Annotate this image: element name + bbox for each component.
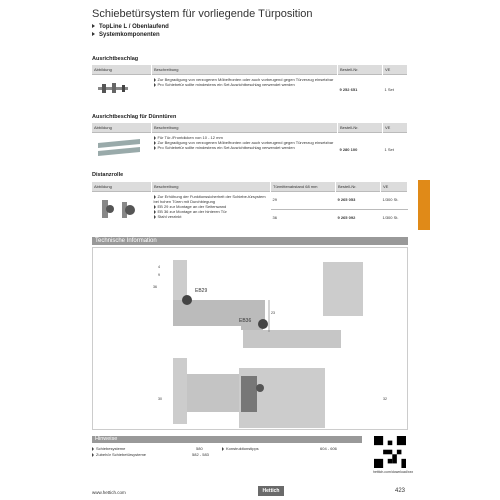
page-number: 423 [395, 488, 406, 494]
svg-text:4: 4 [158, 265, 160, 269]
technical-drawing [92, 247, 408, 430]
hint-link[interactable]: Konstruktionstipps [222, 446, 259, 451]
hint-link[interactable]: Schiebesysteme [92, 446, 125, 451]
table-distanzrolle: Abbildung Beschreibung Türmittenabstand 68 mm Bestell-Nr. VE Zur Erhöhung der Funktionssicherheit der Schiebe-türsystem bei hohen Türen mit Durchbiegung EB 29 zur Montage an der Seitenwand EB 36 zur Montage an der hinteren Tür Stahl verzinkt 29 9 265 053 1/300 St. 36 9 265 092 1/300 St. [92, 182, 408, 227]
section-bar-hinweise: Hinweise [92, 436, 362, 443]
table-row: 36 9 265 092 1/300 St. [92, 210, 408, 227]
table-duenntueren: Abbildung Beschreibung Bestell-Nr. VE Für Tür-/Frontdicken von 10 - 12 mm Zur Begradigung von verzogenen Möbelfronten oder auch vorbeugend gegen Türverzug einsetzbar Pro Schiebetür sollte mindestens ein Set Ausrichtbeschlag verwendet werden 9 280 100 1 Set [92, 123, 408, 164]
subtitle-components: Systemkomponenten [92, 32, 160, 38]
svg-text:30: 30 [158, 397, 162, 401]
table-row: Zur Erhöhung der Funktionssicherheit der Schiebe-türsystem bei hohen Türen mit Durchbiegung EB 29 zur Montage an der Seitenwand EB 36 zur Montage an der hinteren Tür Stahl verzinkt 29 9 265 053 1/300 St. [92, 192, 408, 210]
table-row: Zur Begradigung von verzogenen Möbelfronten oder auch vorbeugend gegen Türverzug einsetzbar Pro Schiebetür sollte mindestens ein Set Ausrichtbeschlag verwendet werden 9 252 651 1 Set [92, 75, 408, 105]
product-image [92, 133, 152, 165]
section-title-distanzrolle: Distanzrolle [92, 172, 124, 178]
section-bar-technical: Technische Information [92, 237, 408, 245]
footer-url[interactable]: www.hettich.com [92, 490, 126, 495]
table-row: Für Tür-/Frontdicken von 10 - 12 mm Zur Begradigung von verzogenen Möbelfronten oder auch vorbeugend gegen Türverzug einsetzbar Pro Schiebetür sollte mindestens ein Set Ausrichtbeschlag verwendet werden 9 280 100 1 Set [92, 133, 408, 165]
product-image [92, 192, 152, 228]
chapter-tab [418, 180, 430, 230]
hettich-logo: Hettich [258, 486, 284, 496]
product-image [92, 75, 152, 105]
table-ausrichtbeschlag: Abbildung Beschreibung Bestell-Nr. VE Zur Begradigung von verzogenen Möbelfronten oder auch vorbeugend gegen Türverzug einsetzbar Pro Schiebetür sollte mindestens ein Set Ausrichtbeschlag verwendet werden 9 252 651 1 Set [92, 65, 408, 104]
hint-link[interactable]: Zubehör Schiebetürsysteme [92, 452, 146, 457]
qr-code-icon[interactable] [374, 436, 406, 468]
section-title-duenntueren: Ausrichtbeschlag für Dünntüren [92, 114, 177, 120]
label-eb29: EB29 [195, 288, 208, 294]
label-eb36: EB36 [239, 318, 252, 324]
svg-text:23: 23 [271, 311, 275, 315]
svg-text:36: 36 [153, 285, 157, 289]
page: Schiebetürsystem für vorliegende Türposition TopLine L / Obenlaufend Systemkomponenten Ausrichtbeschlag Abbildung Beschreibung Bestell-Nr. VE Zur Begradigung von verzogenen Möbelfronten oder auch vorbeugend gegen Türverzug einsetzbar Pro Schiebetür sollte mindestens ein Set Ausrichtbeschlag verwendet werden 9 252 651 1 Set Ausrichtbeschlag für Dünntüren Abbildung Beschreibung Bestell-Nr. VE Für Tür-/Frontdicken von 10 - 12 mm Zur Begradigung von verzogenen Möbelfronten oder auch vorbeugend gegen Türverzug einsetzbar Pro Schiebetür sollte mindestens ein Set Ausrichtbeschlag verwendet werden 9 280 100 1 Set Distanzrolle Abbildung Beschreibung Türmittenabstand 68 mm Bestell-Nr. VE Zur Erhöhung der Funktionssicherheit der Schiebe-türsystem bei hohen Türen mit Durchbiegung EB 29 zur Montage an der Seitenwand EB 36 zur Montage an der hinteren Tür Stahl verzinkt 29 9 265 053 1/300 St. 36 9 265 092 1/300 St. Technische Information EB29 EB36 4 9 36 23 30 32 Hinweise Schiebesysteme 580 Zubehör Schiebetürsysteme 582 - 583 Konstruktionstipps 604 - 606 hettich.com/download/xxx www.hettich.com Hettich 423 [0, 0, 500, 500]
arrow-icon [92, 32, 95, 36]
page-title: Schiebetürsystem für vorliegende Türposition [92, 8, 313, 20]
svg-text:32: 32 [383, 397, 387, 401]
arrow-icon [92, 24, 95, 28]
subtitle-topline: TopLine L / Obenlaufend [92, 24, 169, 30]
svg-text:9: 9 [158, 273, 160, 277]
qr-caption: hettich.com/download/xxx [373, 470, 414, 474]
section-title-ausrichtbeschlag: Ausrichtbeschlag [92, 56, 139, 62]
